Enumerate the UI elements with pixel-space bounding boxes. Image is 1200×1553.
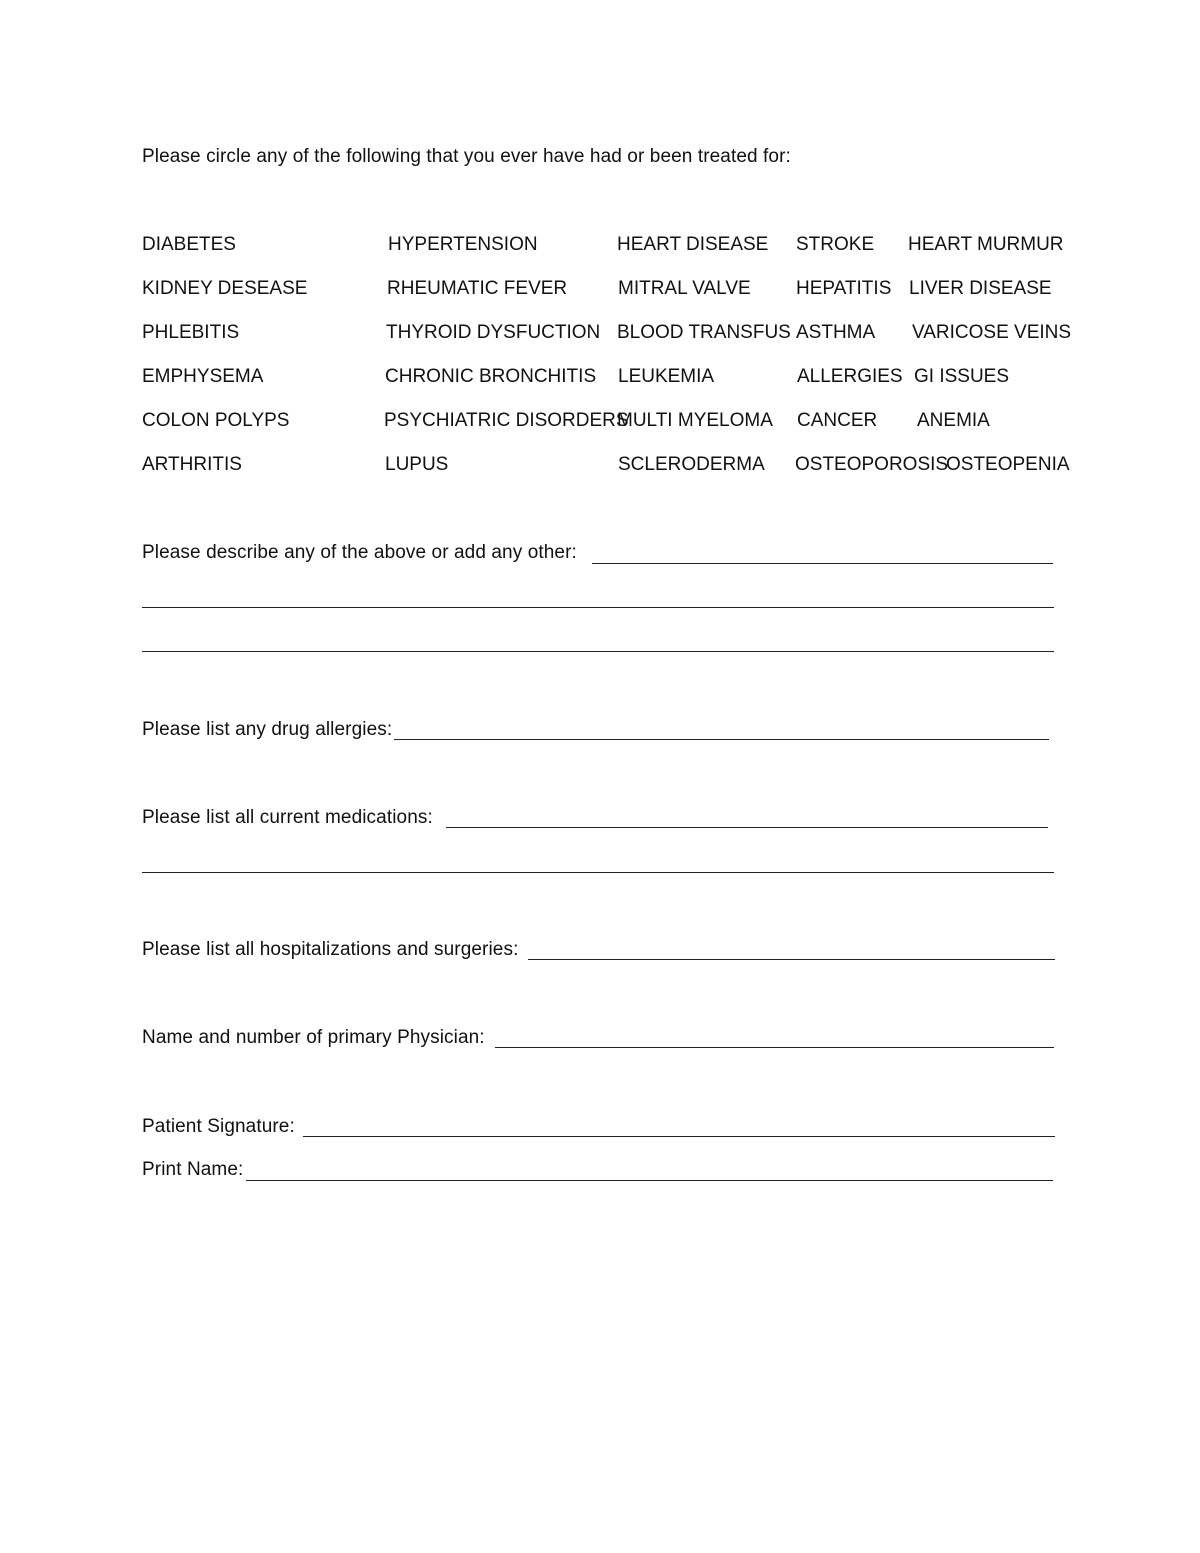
condition-item[interactable]: THYROID DYSFUCTION [386,322,601,343]
condition-item[interactable]: STROKE [796,234,875,255]
hospitalizations-input-line[interactable] [528,959,1055,960]
medications-input-line-2[interactable] [142,872,1054,873]
describe-input-line-3[interactable] [142,651,1054,652]
medications-input-line[interactable] [446,827,1048,828]
condition-item[interactable]: VARICOSE VEINS [912,322,1072,343]
medications-label: Please list all current medications: [142,807,433,828]
describe-input-line-2[interactable] [142,607,1054,608]
signature-label: Patient Signature: [142,1116,295,1137]
condition-item[interactable]: CANCER [797,410,878,431]
condition-item[interactable]: HEPATITIS [796,278,892,299]
condition-item[interactable]: SCLERODERMA [618,454,765,475]
describe-label: Please describe any of the above or add any other: [142,542,577,563]
print-name-label: Print Name: [142,1159,244,1180]
intro-text: Please circle any of the following that you ever have had or been treated for: [142,146,791,167]
condition-item[interactable]: ASTHMA [796,322,876,343]
condition-item[interactable]: COLON POLYPS [142,410,290,431]
condition-item[interactable]: LEUKEMIA [618,366,715,387]
condition-item[interactable]: ARTHRITIS [142,454,242,475]
hospitalizations-label: Please list all hospitalizations and surgeries: [142,939,519,960]
condition-item[interactable]: ALLERGIES [797,366,903,387]
signature-input-line[interactable] [303,1136,1055,1137]
condition-item[interactable]: OSTEOPOROSIS [795,454,949,475]
condition-item[interactable]: MULTI MYELOMA [617,410,773,431]
condition-item[interactable]: BLOOD TRANSFUS [617,322,791,343]
physician-label: Name and number of primary Physician: [142,1027,485,1048]
condition-item[interactable]: LUPUS [385,454,449,475]
condition-item[interactable]: PSYCHIATRIC DISORDERS [384,410,629,431]
drug-allergies-label: Please list any drug allergies: [142,719,393,740]
condition-item[interactable]: HEART MURMUR [908,234,1064,255]
condition-item[interactable]: OSTEOPENIA [946,454,1070,475]
condition-item[interactable]: DIABETES [142,234,236,255]
describe-input-line[interactable] [592,563,1053,564]
condition-item[interactable]: EMPHYSEMA [142,366,264,387]
condition-item[interactable]: PHLEBITIS [142,322,240,343]
condition-item[interactable]: HYPERTENSION [388,234,538,255]
physician-input-line[interactable] [495,1047,1054,1048]
condition-item[interactable]: GI ISSUES [914,366,1010,387]
print-name-input-line[interactable] [246,1180,1053,1181]
condition-item[interactable]: MITRAL VALVE [618,278,751,299]
condition-item[interactable]: CHRONIC BRONCHITIS [385,366,597,387]
condition-item[interactable]: ANEMIA [917,410,990,431]
condition-item[interactable]: LIVER DISEASE [909,278,1052,299]
condition-item[interactable]: KIDNEY DESEASE [142,278,308,299]
condition-item[interactable]: HEART DISEASE [617,234,769,255]
drug-allergies-input-line[interactable] [394,739,1049,740]
condition-item[interactable]: RHEUMATIC FEVER [387,278,568,299]
